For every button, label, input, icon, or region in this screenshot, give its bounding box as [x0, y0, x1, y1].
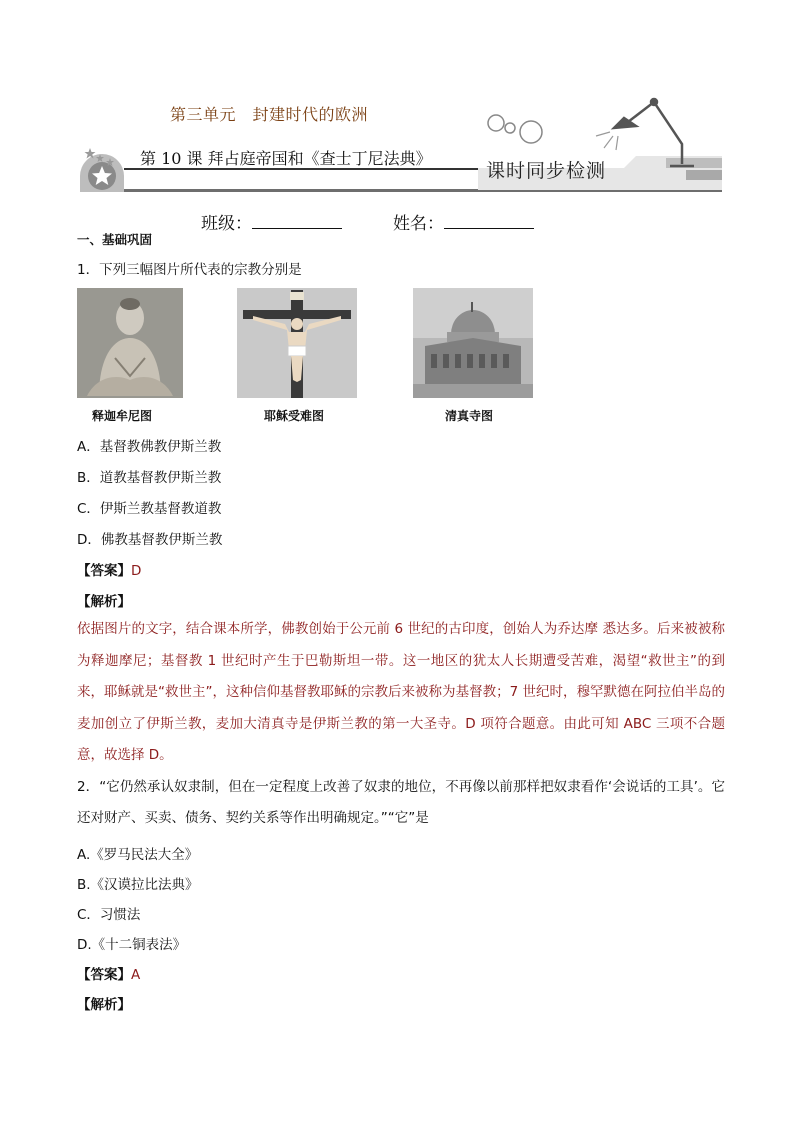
unit-title: 第三单元 封建时代的欧洲 — [170, 105, 369, 124]
question-1-stem: 1．下列三幅图片所代表的宗教分别是 — [77, 262, 302, 278]
q1-option-c: C．伊斯兰教基督教道教 — [77, 501, 222, 517]
q1-analysis-label: 【解析】 — [77, 594, 131, 610]
q2-option-a: A.《罗马民法大全》 — [77, 847, 199, 863]
class-blank[interactable] — [252, 214, 342, 229]
bubble-icon — [520, 121, 542, 143]
q1-answer — [77, 559, 141, 579]
class-field — [201, 209, 342, 234]
answer-value: D — [131, 563, 142, 579]
q2-option-d: D.《十二铜表法》 — [77, 937, 187, 953]
lesson-header — [76, 96, 722, 196]
crucifix-image — [237, 288, 357, 398]
class-label: 班级： — [201, 214, 252, 234]
answer-label: 【答案】 — [77, 563, 131, 579]
buddha-image — [77, 288, 183, 398]
lesson-title: 第 10 课 拜占庭帝国和《查士丁尼法典》 — [140, 149, 432, 168]
name-field — [393, 209, 534, 234]
bubble-icon — [505, 123, 515, 133]
q2-analysis-label: 【解析】 — [77, 997, 131, 1013]
q1-option-b: B．道教基督教伊斯兰教 — [77, 470, 222, 486]
q2-option-c: C．习惯法 — [77, 907, 141, 923]
answer-label: 【答案】 — [77, 967, 131, 983]
caption-mosque: 清真寺图 — [445, 409, 494, 423]
name-blank[interactable] — [444, 214, 534, 229]
q2-option-b: B.《汉谟拉比法典》 — [77, 877, 199, 893]
caption-crucifix: 耶稣受难图 — [264, 409, 325, 423]
q1-option-a: A．基督教佛教伊斯兰教 — [77, 439, 222, 455]
name-label: 姓名： — [393, 214, 444, 234]
desk-lamp-icon — [614, 99, 694, 166]
q1-option-d: D．佛教基督教伊斯兰教 — [77, 532, 223, 548]
answer-value: A — [131, 967, 141, 983]
section-heading: 一、基础巩固 — [77, 232, 153, 247]
lamp-light-rays — [596, 132, 618, 150]
mosque-image — [413, 288, 533, 398]
question-2-stem: 2．“它仍然承认奴隶制，但在一定程度上改善了奴隶的地位，不再像以前那样把奴隶看作‘会说话的工具’。它还对财产、买卖、债务、契约关系等作出明确规定。”“它”是 — [77, 779, 725, 826]
brand-title: 课时同步检测 — [486, 160, 607, 182]
q1-analysis-text: 依据图片的文字，结合课本所学，佛教创始于公元前 6 世纪的古印度，创始人为乔达摩 悉达多。后来被被称为释迦摩尼；基督教 1 世纪时产生于巴勒斯坦一带。这一地区的犹太人长期遭受苦难，渴望“救世主”的到来，耶稣就是“救世主”，这种信仰基督教耶稣的宗教后来被称为基督教；7 世纪时，穆罕默德在阿拉伯半岛的麦加创立了伊斯兰教，麦加大清真寺是伊斯兰教的第一大圣寺。D 项符合题意。由此可知 ABC 三项不合题意，故选择 D。 — [77, 621, 725, 763]
bubble-icon — [488, 115, 504, 131]
q2-answer — [77, 963, 140, 983]
caption-buddha: 释迦牟尼图 — [92, 409, 153, 423]
